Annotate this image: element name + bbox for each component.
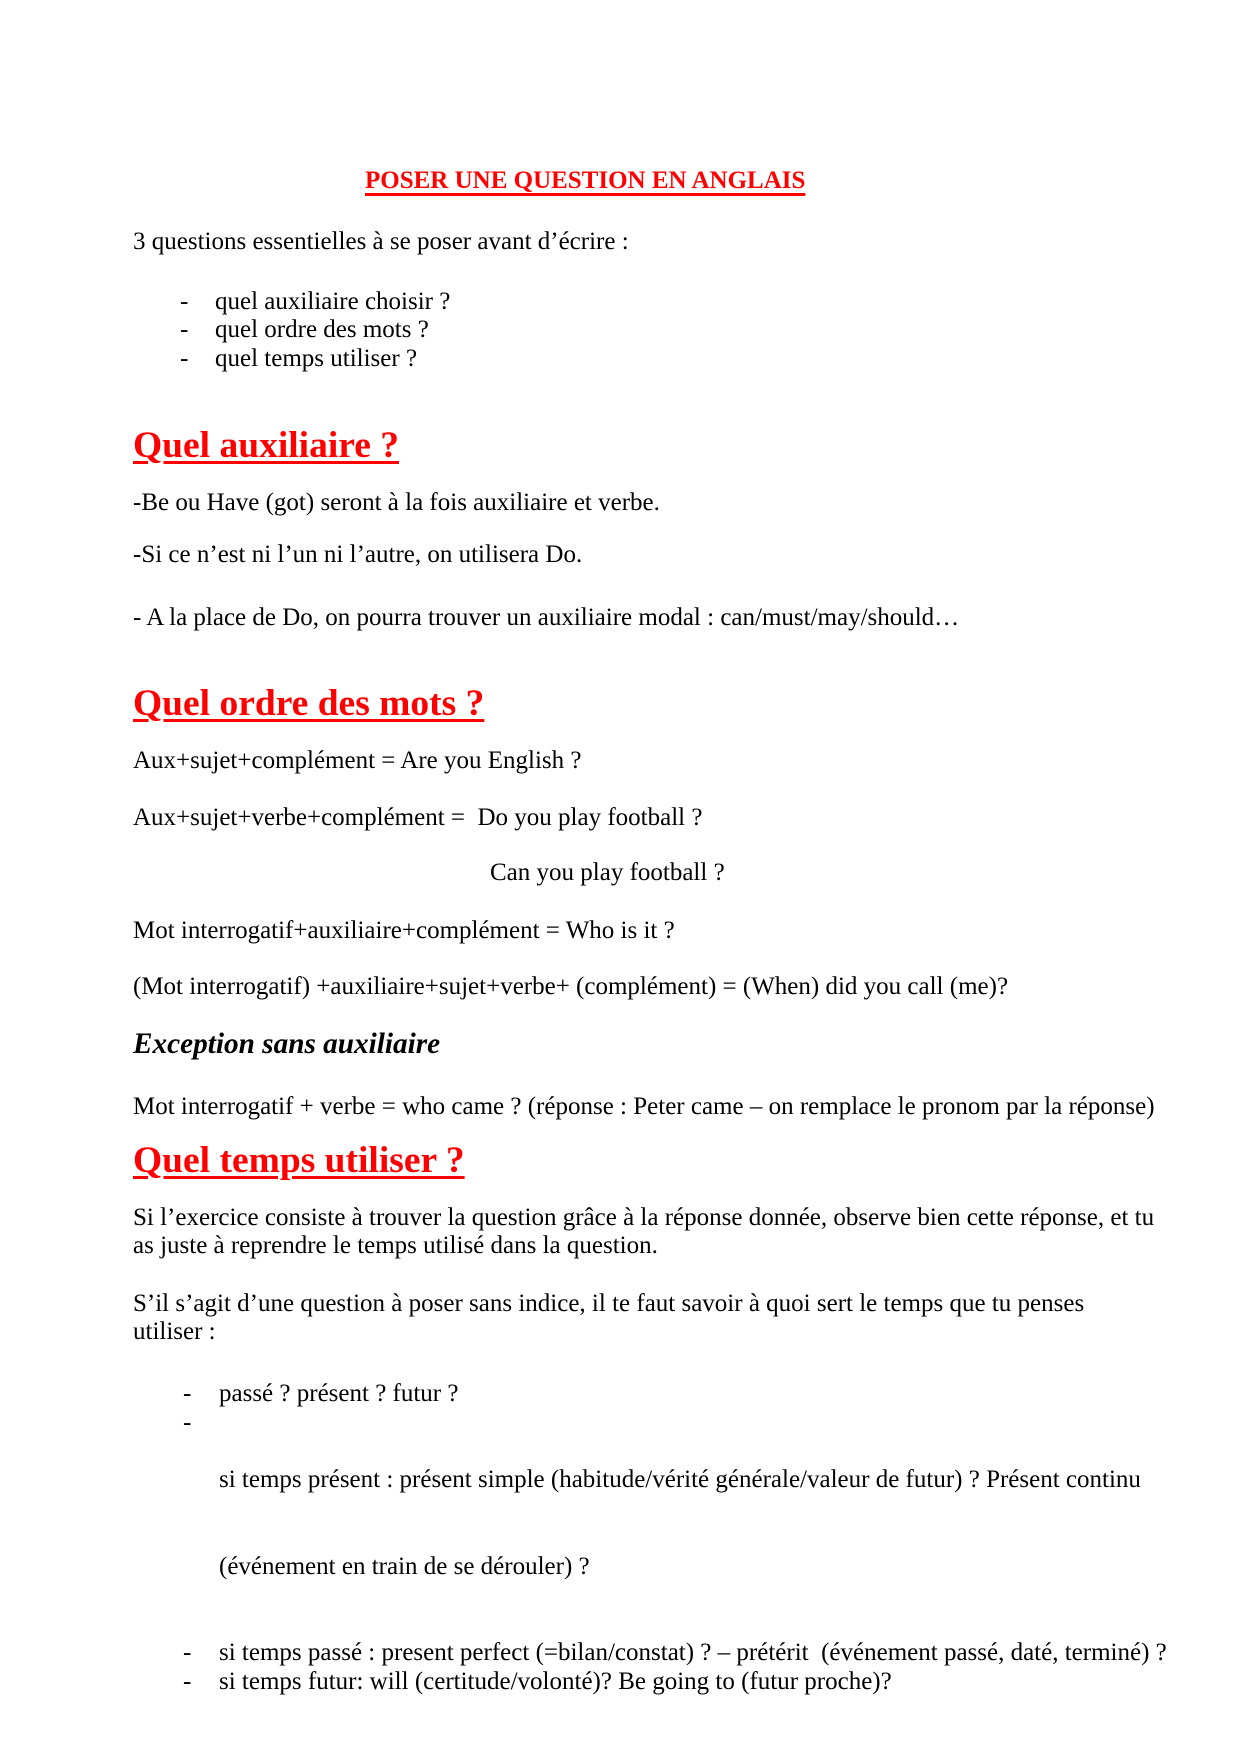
list-item-line: (événement en train de se dérouler) ? <box>219 1552 590 1580</box>
list-item-text: quel auxiliaire choisir ? <box>215 287 451 315</box>
section-heading-auxiliaire: Quel auxiliaire ? <box>133 424 399 466</box>
temps-paragraph-2 <box>133 1290 1151 1347</box>
auxiliaire-line-3: - A la place de Do, on pourra trouver un auxiliaire modal : can/must/may/should… <box>133 603 960 631</box>
auxiliaire-line-2: -Si ce n’est ni l’un ni l’autre, on utilisera Do. <box>133 541 583 569</box>
list-item-marker: - <box>183 1638 192 1666</box>
section-heading-ordre: Quel ordre des mots ? <box>133 683 485 725</box>
section-heading-temps: Quel temps utiliser ? <box>133 1140 465 1182</box>
ordre-line-5: (Mot interrogatif) +auxiliaire+sujet+verbe+ (complément) = (When) did you call (me)? <box>133 973 1009 1001</box>
list-item-marker: - <box>180 287 189 315</box>
list-item-line: si temps présent : présent simple (habitude/vérité générale/valeur de futur) ? Présent continu <box>219 1466 1141 1494</box>
exception-line: Mot interrogatif + verbe = who came ? (réponse : Peter came – on remplace le pronom par la réponse) <box>133 1092 1155 1120</box>
temps-list <box>133 1380 1167 1696</box>
list-item-marker: - <box>180 316 189 344</box>
list-item-text: quel temps utiliser ? <box>215 345 418 373</box>
ordre-line-3: Can you play football ? <box>490 859 725 887</box>
paragraph-line: S’il s’agit d’une question à poser sans indice, il te faut savoir à quoi sert le temps que tu penses <box>133 1289 1085 1317</box>
list-item <box>133 288 1151 317</box>
ordre-line-1: Aux+sujet+complément = Are you English ? <box>133 746 582 774</box>
list-item-text: si temps passé : present perfect (=bilan/constat) ? – prétérit (événement passé, daté, terminé) ? <box>219 1638 1167 1666</box>
intro-paragraph: 3 questions essentielles à se poser avant d’écrire : <box>133 228 629 255</box>
list-item <box>133 316 1151 345</box>
list-item-text: quel ordre des mots ? <box>215 316 429 344</box>
list-item-marker: - <box>183 1408 192 1436</box>
ordre-line-2: Aux+sujet+verbe+complément = Do you play football ? <box>133 803 703 831</box>
paragraph-line: Si l’exercice consiste à trouver la question grâce à la réponse donnée, observe bien cette réponse, et tu <box>133 1203 1155 1231</box>
list-item-text <box>219 1409 1141 1639</box>
list-item <box>133 1380 1151 1409</box>
list-item-marker: - <box>183 1667 192 1695</box>
document-title: POSER UNE QUESTION EN ANGLAIS <box>365 167 806 194</box>
list-item-text: si temps futur: will (certitude/volonté)? Be going to (futur proche)? <box>219 1667 892 1695</box>
temps-paragraph-1 <box>133 1203 1155 1261</box>
section-heading-exception: Exception sans auxiliaire <box>133 1027 441 1060</box>
list-item <box>133 1668 1151 1697</box>
paragraph-line: utiliser : <box>133 1318 216 1346</box>
auxiliaire-line-1: -Be ou Have (got) seront à la fois auxiliaire et verbe. <box>133 488 660 516</box>
list-item <box>133 345 1151 374</box>
list-item-text: passé ? présent ? futur ? <box>219 1380 459 1408</box>
essential-questions-list <box>133 288 1151 374</box>
ordre-line-4: Mot interrogatif+auxiliaire+complément = Who is it ? <box>133 916 675 944</box>
list-item-marker: - <box>180 345 189 373</box>
paragraph-line: as juste à reprendre le temps utilisé dans la question. <box>133 1232 658 1260</box>
list-item-marker: - <box>183 1380 192 1408</box>
list-item <box>133 1638 1167 1668</box>
list-item <box>133 1409 1151 1639</box>
